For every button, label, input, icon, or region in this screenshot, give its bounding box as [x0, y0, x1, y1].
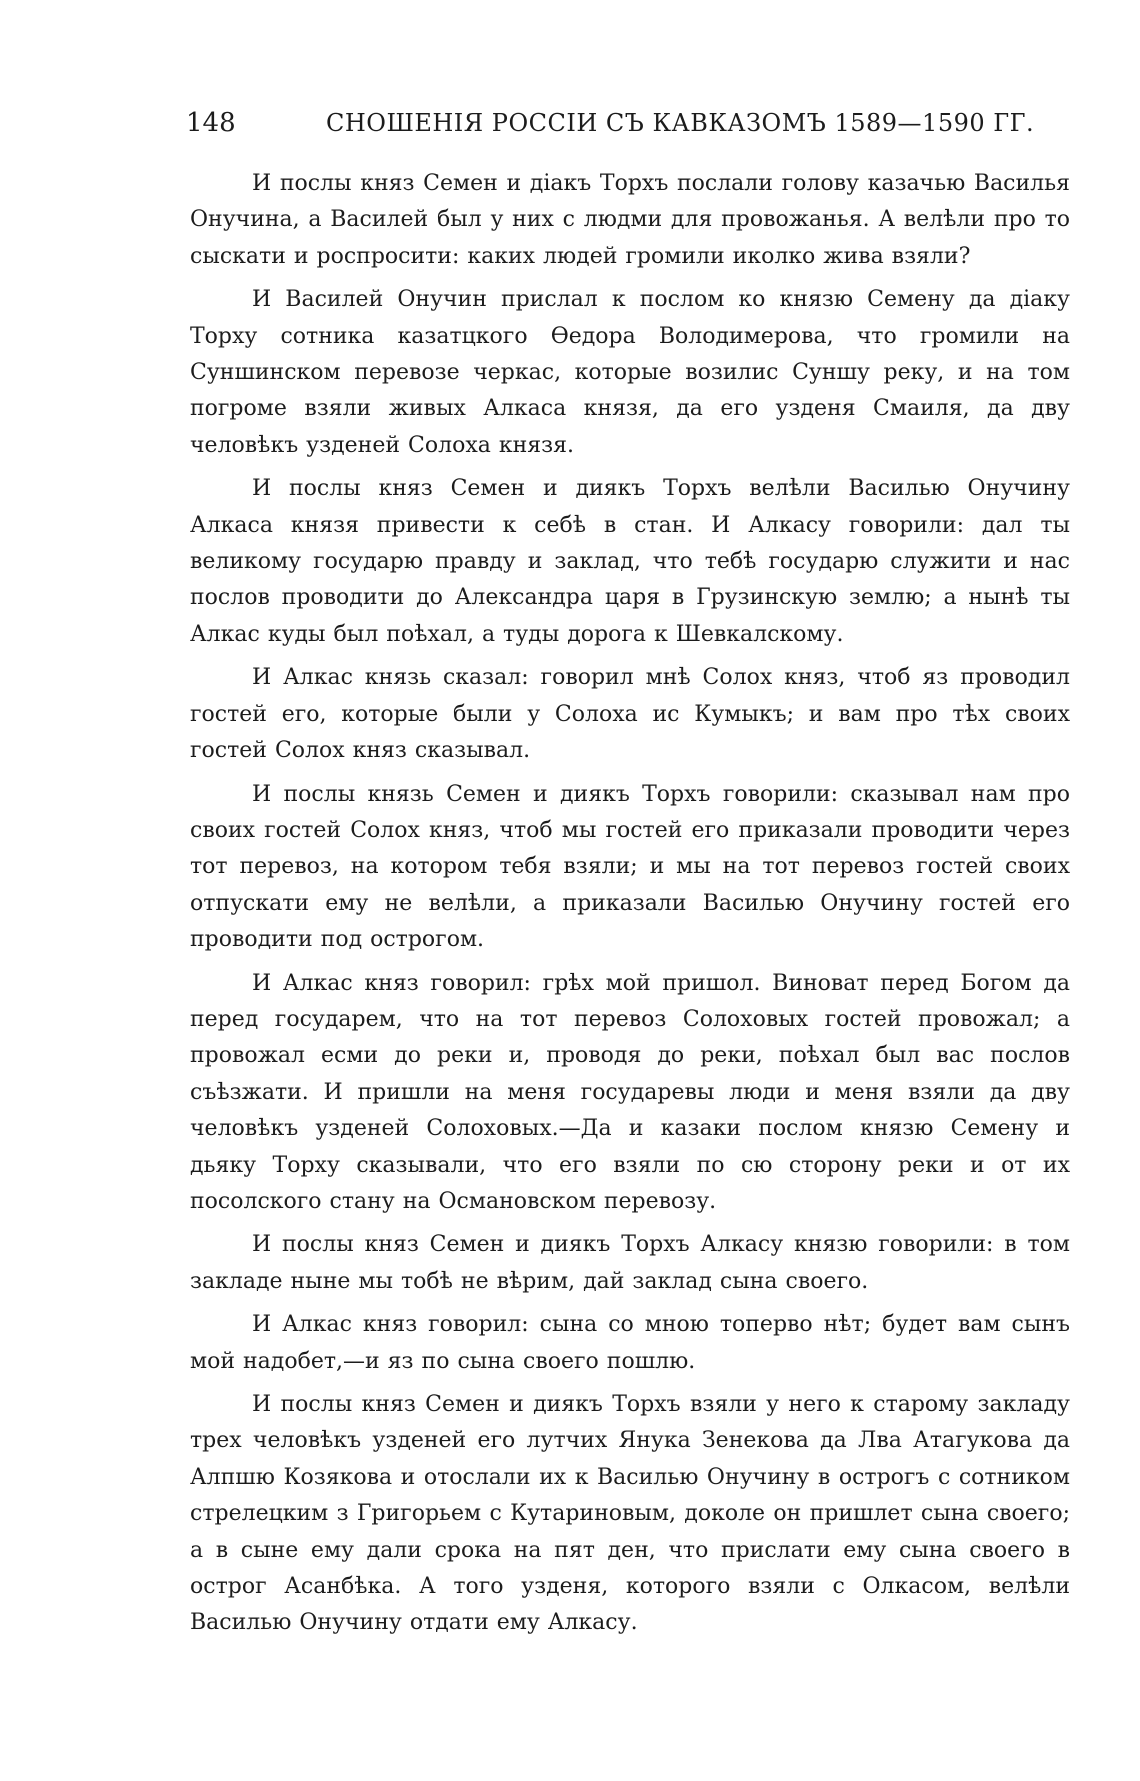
paragraph: И послы княз Семен и диякъ Торхъ взяли у него к старому закладу трех человѣкъ узденей его лутчих Янука Зенекова да Лва Атагукова да Алпшю Козякова и отослали их к Василью Онучину в острогъ с сотником стрелецким з Григорьем с Кутариновым, доколе он пришлет сына своего; а в сыне ему дали срока на пят ден, что прислати ему сына своего в острог Асанбѣка. А того узденя, которого взяли с Олкасом, велѣли Василью Онучину отдати ему Алкасу. [190, 1392, 1070, 1636]
page-header [186, 106, 1066, 146]
paragraph: И Алкас княз говорил: сына со мною топерво нѣт; будет вам сынъ мой надобет,—и яз по сына своего пошлю. [190, 1312, 1070, 1374]
paragraph: И послы князь Семен и диякъ Торхъ говорили: сказывал нам про своих гостей Солох княз, чтоб мы гостей его приказали проводити через тот перевоз, на котором тебя взяли; и мы на тот перевоз гостей своих отпускати ему не велѣли, а приказали Василью Онучину гостей его проводити под острогом. [190, 781, 1070, 953]
document-body [190, 166, 1070, 1636]
paragraph: И Алкас князь сказал: говорил мнѣ Солох княз, чтоб яз проводил гостей его, которые были у Солоха ис Кумыкъ; и вам про тѣх своих гостей Солох княз сказывал. [190, 665, 1070, 764]
paragraph: И Василей Онучин прислал к послом ко князю Семену да діаку Торху сотника казатцкого Өедора Володимерова, что громили на Суншинском перевозе черкас, которые возилис Суншу реку, и на том погроме взяли живых Алкаса князя, да его узденя Смаиля, да дву человѣкъ узденей Солоха князя. [190, 287, 1070, 458]
paragraph: И послы княз Семен и диякъ Торхъ велѣли Василью Онучину Алкаса князя привести к себѣ в стан. И Алкасу говорили: дал ты великому государю правду и заклад, что тебѣ государю служити и нас послов проводити до Александра царя в Грузинскую землю; а нынѣ ты Алкас куды был поѣхал, а туды дорога к Шевкалскому. [190, 476, 1070, 647]
running-title: СНОШЕНІЯ РОССІИ СЪ КАВКАЗОМЪ 1589—1590 ГГ. [326, 109, 1035, 137]
paragraph: И послы княз Семен и диякъ Торхъ Алкасу князю говорили: в том закладе ныне мы тобѣ не вѣрим, дай заклад сына своего. [190, 1232, 1070, 1294]
paragraph: И Алкас княз говорил: грѣх мой пришол. Виноват перед Богом да перед государем, что на тот перевоз Солоховых гостей провожал; а провожал есми до реки и, проводя до реки, поѣхал был вас послов съѣзжати. И пришли на меня государевы люди и меня взяли да дву человѣкъ узденей Солоховых.—Да и казаки послом князю Семену и дьяку Торху сказывали, что его взяли по сю сторону реки и от их посолского стану на Османовском перевозу. [190, 970, 1070, 1214]
page-number: 148 [186, 108, 236, 138]
paragraph: И послы княз Семен и діакъ Торхъ послали голову казачью Василья Онучина, а Василей был у них с людми для провожанья. А велѣли про то сыскати и роспросити: каких людей громили иколко жива взяли? [190, 171, 1070, 269]
